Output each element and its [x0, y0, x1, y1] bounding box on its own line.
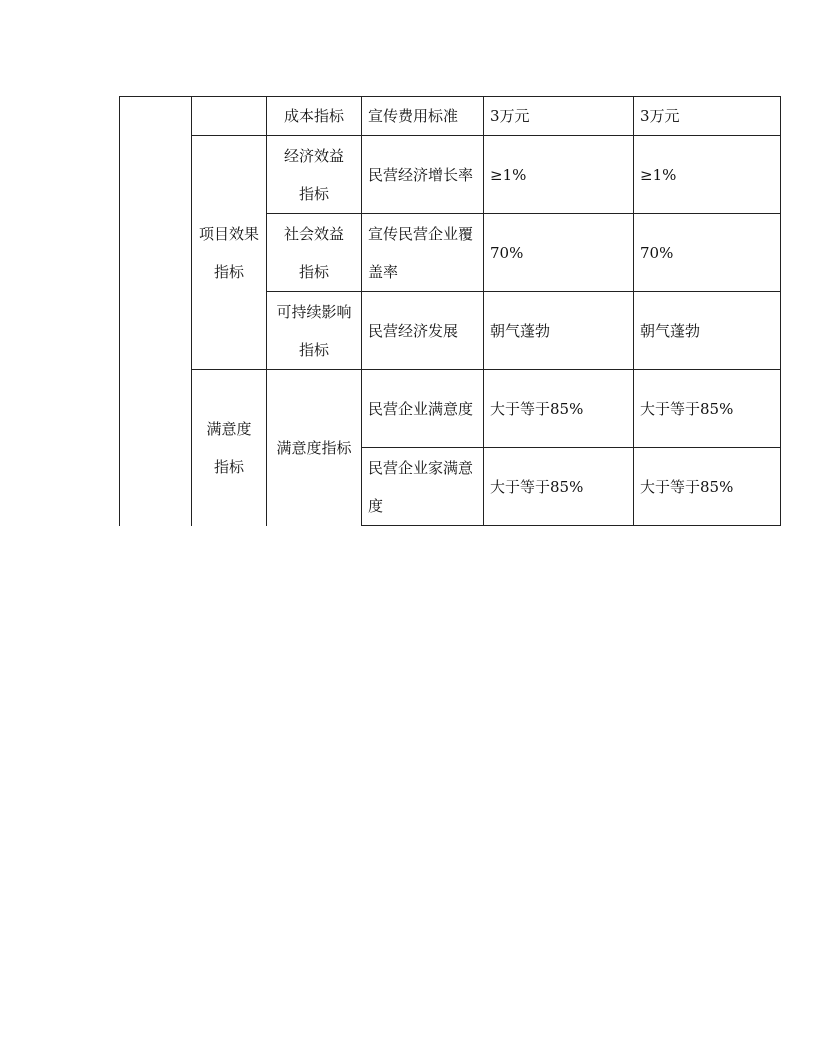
- indicator-cell: [362, 448, 484, 526]
- indicator-cell: [362, 214, 484, 292]
- tertiary-indicator-cell: [267, 292, 362, 370]
- effect-indicator-label: 项目效果指标: [199, 224, 260, 281]
- target-value-cell: 70%: [484, 214, 634, 292]
- secondary-indicator-cell: [192, 370, 267, 526]
- performance-indicator-table: [119, 96, 781, 526]
- actual-value-cell: 大于等于85%: [634, 370, 781, 448]
- indicator-cell: [362, 136, 484, 214]
- tertiary-indicator-cell: 满意度指标: [267, 370, 362, 526]
- tertiary-label: 可持续影响指标: [276, 302, 352, 359]
- target-value-cell: 3万元: [484, 97, 634, 136]
- secondary-indicator-cell: [192, 136, 267, 370]
- secondary-indicator-cell: [192, 97, 267, 136]
- target-value-cell: 大于等于85%: [484, 448, 634, 526]
- indicator-label: 宣传民营企业覆盖率: [368, 224, 474, 281]
- table-row: [120, 136, 781, 214]
- target-value-cell: 朝气蓬勃: [484, 292, 634, 370]
- target-value-cell: 大于等于85%: [484, 370, 634, 448]
- indicator-cell: 民营经济发展: [362, 292, 484, 370]
- tertiary-indicator-cell: 成本指标: [267, 97, 362, 136]
- tertiary-label: 社会效益指标: [283, 224, 344, 281]
- actual-value-cell: ≥1%: [634, 136, 781, 214]
- indicator-label: 民营企业满意度: [368, 399, 474, 418]
- target-value-cell: ≥1%: [484, 136, 634, 214]
- tertiary-indicator-cell: [267, 214, 362, 292]
- indicator-cell: 宣传费用标准: [362, 97, 484, 136]
- satisfaction-indicator-label: 满意度指标: [206, 419, 252, 476]
- actual-value-cell: 70%: [634, 214, 781, 292]
- actual-value-cell: 3万元: [634, 97, 781, 136]
- indicator-cell: [362, 370, 484, 448]
- actual-value-cell: 朝气蓬勃: [634, 292, 781, 370]
- table-row: [120, 370, 781, 448]
- indicator-label: 民营经济增长率: [368, 165, 474, 184]
- tertiary-indicator-cell: [267, 136, 362, 214]
- actual-value-cell: 大于等于85%: [634, 448, 781, 526]
- table-row: [120, 97, 781, 136]
- tertiary-label: 经济效益指标: [283, 146, 344, 203]
- indicator-label: 民营企业家满意度: [368, 458, 474, 515]
- primary-indicator-cell: [120, 97, 192, 526]
